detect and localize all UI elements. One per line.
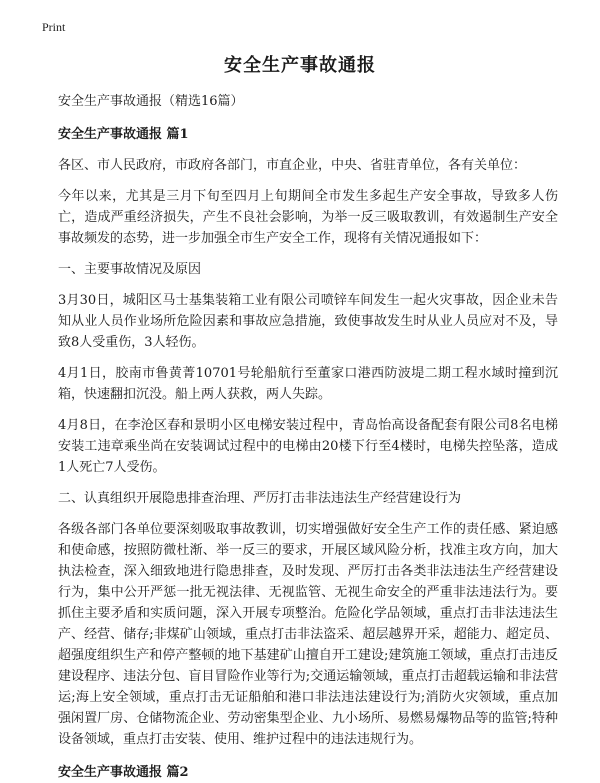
part2-paragraph: 各级各部门各单位要深刻吸取事故教训，切实增强做好安全生产工作的责任感、紧迫感和使命感，按照防微杜渐、举一反三的要求，开展区域风险分析，找准主攻方向，加大执法检查，深入细致地进行隐患排查，及时发现、严厉打击各类非法违法生产经营建设行为，集中公开严惩一批无视法律、无视监管、无视生命安全的严重非法违法行为。要抓住主要矛盾和实质问题，深入开展专项整治。危险化学品领域，重点打击非法违法生产、经营、储存;非煤矿山领域，重点打击非法盗采、超层越界开采，超能力、超定员、超强度组织生产和停产整顿的地下基建矿山擅自开工建设;建筑施工领域，重点打击违反建设程序、违法分包、盲目冒险作业等行为;交通运输领域，重点打击超载运输和非法营运;海上安全领域，重点打击无证船舶和港口非法违法建设行为;消防火灾领域，重点加强闲置厂房、仓储物流企业、劳动密集型企业、九小场所、易燃易爆物品等的监管;特种设备领域，重点打击安装、使用、维护过程中的违法违规行为。 — [58, 522, 558, 747]
print-link[interactable]: Print — [42, 20, 66, 34]
part1-heading: 一、主要事故情况及原因 — [58, 262, 202, 277]
incident-paragraph-1: 3月30日，城阳区马士基集装箱工业有限公司喷锌车间发生一起火灾事故，因企业未告知从业人员作业场所危险因素和事故应急措施，致使事故发生时从业人员应对不及，导致8人受重伤，3人轻伤。 — [58, 293, 558, 350]
section-heading-1: 安全生产事故通报 篇1 — [58, 127, 189, 142]
section-heading-2: 安全生产事故通报 篇2 — [58, 765, 189, 780]
document-title: 安全生产事故通报 — [224, 55, 376, 76]
document-subtitle: 安全生产事故通报（精选16篇） — [58, 94, 244, 109]
intro-paragraph: 今年以来，尤其是三月下旬至四月上旬期间全市发生多起生产安全事故，导致多人伤亡，造成严重经济损失，产生不良社会影响，为举一反三吸取教训，有效遏制生产安全事故频发的态势，进一步加强全市生产安全工作，现将有关情况通报如下： — [58, 189, 558, 246]
salutation: 各区、市人民政府，市政府各部门，市直企业，中央、省驻青单位，各有关单位： — [58, 158, 527, 173]
document-body — [58, 91, 558, 783]
incident-paragraph-2: 4月1日，胶南市鲁黄菁10701号轮船航行至董家口港西防波堤二期工程水域时撞到沉箱，快速翻扣沉没。船上两人获救，两人失踪。 — [58, 366, 558, 402]
part2-heading: 二、认真组织开展隐患排查治理、严厉打击非法违法生产经营建设行为 — [58, 491, 462, 506]
incident-paragraph-3: 4月8日，在李沧区春和景明小区电梯安装过程中，青岛怡高设备配套有限公司8名电梯安装工违章乘坐尚在安装调试过程中的电梯由20楼下行至4楼时，电梯失控坠落，造成1人死亡7人受伤。 — [58, 418, 558, 475]
